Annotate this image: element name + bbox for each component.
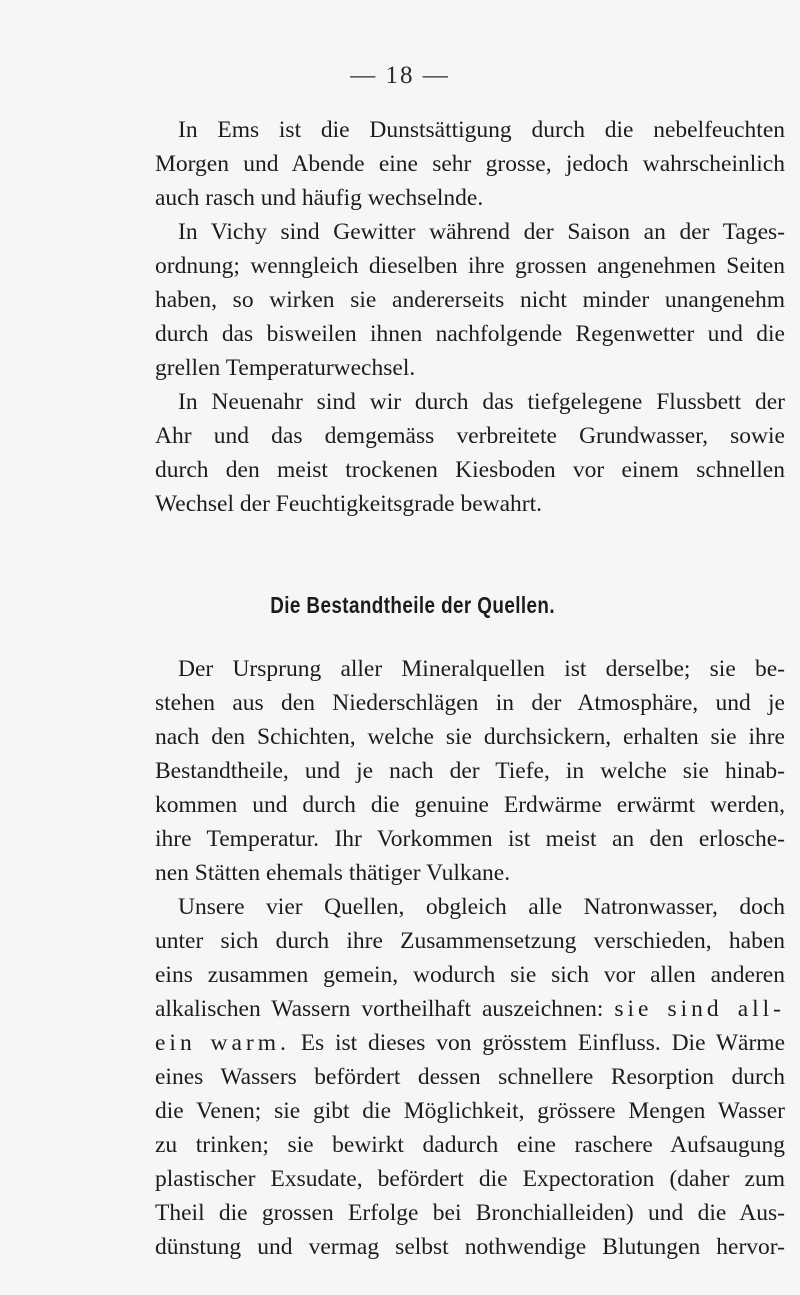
text-line: Theil die grossen Erfolge bei Bronchialleiden) und die Aus- xyxy=(155,1200,785,1226)
text-line: zu trinken; sie bewirkt dadurch eine raschere Aufsaugung xyxy=(155,1132,785,1158)
text-line: stehen aus den Niederschlägen in der Atmosphäre, und je xyxy=(155,690,785,716)
text-line: ordnung; wenngleich dieselben ihre grossen angenehmen Seiten xyxy=(155,253,785,279)
text-line: In Ems ist die Dunstsättigung durch die nebelfeuchten xyxy=(178,117,785,143)
text-line: durch den meist trockenen Kiesboden vor einem schnellen xyxy=(155,457,785,483)
page-number: — 18 — xyxy=(350,62,450,89)
text-line: dünstung und vermag selbst nothwendige Blutungen hervor- xyxy=(155,1234,785,1260)
text-line: plastischer Exsudate, befördert die Expectoration (daher zum xyxy=(155,1166,785,1192)
text-line xyxy=(155,1026,785,1060)
emphasized-text: sie sind all- xyxy=(614,996,786,1022)
text-line: Der Ursprung aller Mineralquellen ist derselbe; sie be- xyxy=(178,656,785,682)
text-line: Bestandtheile, und je nach der Tiefe, in welche sie hinab- xyxy=(155,758,785,784)
text-line: In Vichy sind Gewitter während der Saison an der Tages- xyxy=(178,219,785,245)
emphasized-text: ein warm. xyxy=(155,1030,290,1056)
text-line: grellen Temperaturwechsel. xyxy=(155,355,416,381)
text-line: eines Wassers befördert dessen schnellere Resorption durch xyxy=(155,1064,785,1090)
text-line: Morgen und Abende eine sehr grosse, jedoch wahrscheinlich xyxy=(155,151,785,177)
text-line: haben, so wirken sie andererseits nicht minder unangenehm xyxy=(155,287,785,313)
text-line: unter sich durch ihre Zusammensetzung verschieden, haben xyxy=(155,928,785,954)
text-line xyxy=(155,992,785,1026)
text-line: In Neuenahr sind wir durch das tiefgelegene Flussbett der xyxy=(178,389,785,415)
section-heading: Die Bestandtheile der Quellen. xyxy=(270,592,555,618)
text-line: die Venen; sie gibt die Möglichkeit, grössere Mengen Wasser xyxy=(155,1098,785,1124)
text-segment: Es ist dieses von grösstem Einfluss. Die Wärme xyxy=(300,1030,786,1056)
text-line: durch das bisweilen ihnen nachfolgende Regenwetter und die xyxy=(155,321,785,347)
text-line: auch rasch und häufig wechselnde. xyxy=(155,185,484,211)
text-line: Unsere vier Quellen, obgleich alle Natronwasser, doch xyxy=(178,894,785,920)
text-line: eins zusammen gemein, wodurch sie sich vor allen anderen xyxy=(155,962,785,988)
text-line: nach den Schichten, welche sie durchsickern, erhalten sie ihre xyxy=(155,724,785,750)
text-line: ihre Temperatur. Ihr Vorkommen ist meist an den erlosche- xyxy=(155,826,785,852)
text-segment: alkalischen Wassern vortheilhaft auszeichnen: xyxy=(155,996,604,1022)
text-line: Wechsel der Feuchtigkeitsgrade bewahrt. xyxy=(155,491,543,517)
text-line: kommen und durch die genuine Erdwärme erwärmt werden, xyxy=(155,792,785,818)
text-line: Ahr und das demgemäss verbreitete Grundwasser, sowie xyxy=(155,423,785,449)
text-line: nen Stätten ehemals thätiger Vulkane. xyxy=(155,860,511,886)
